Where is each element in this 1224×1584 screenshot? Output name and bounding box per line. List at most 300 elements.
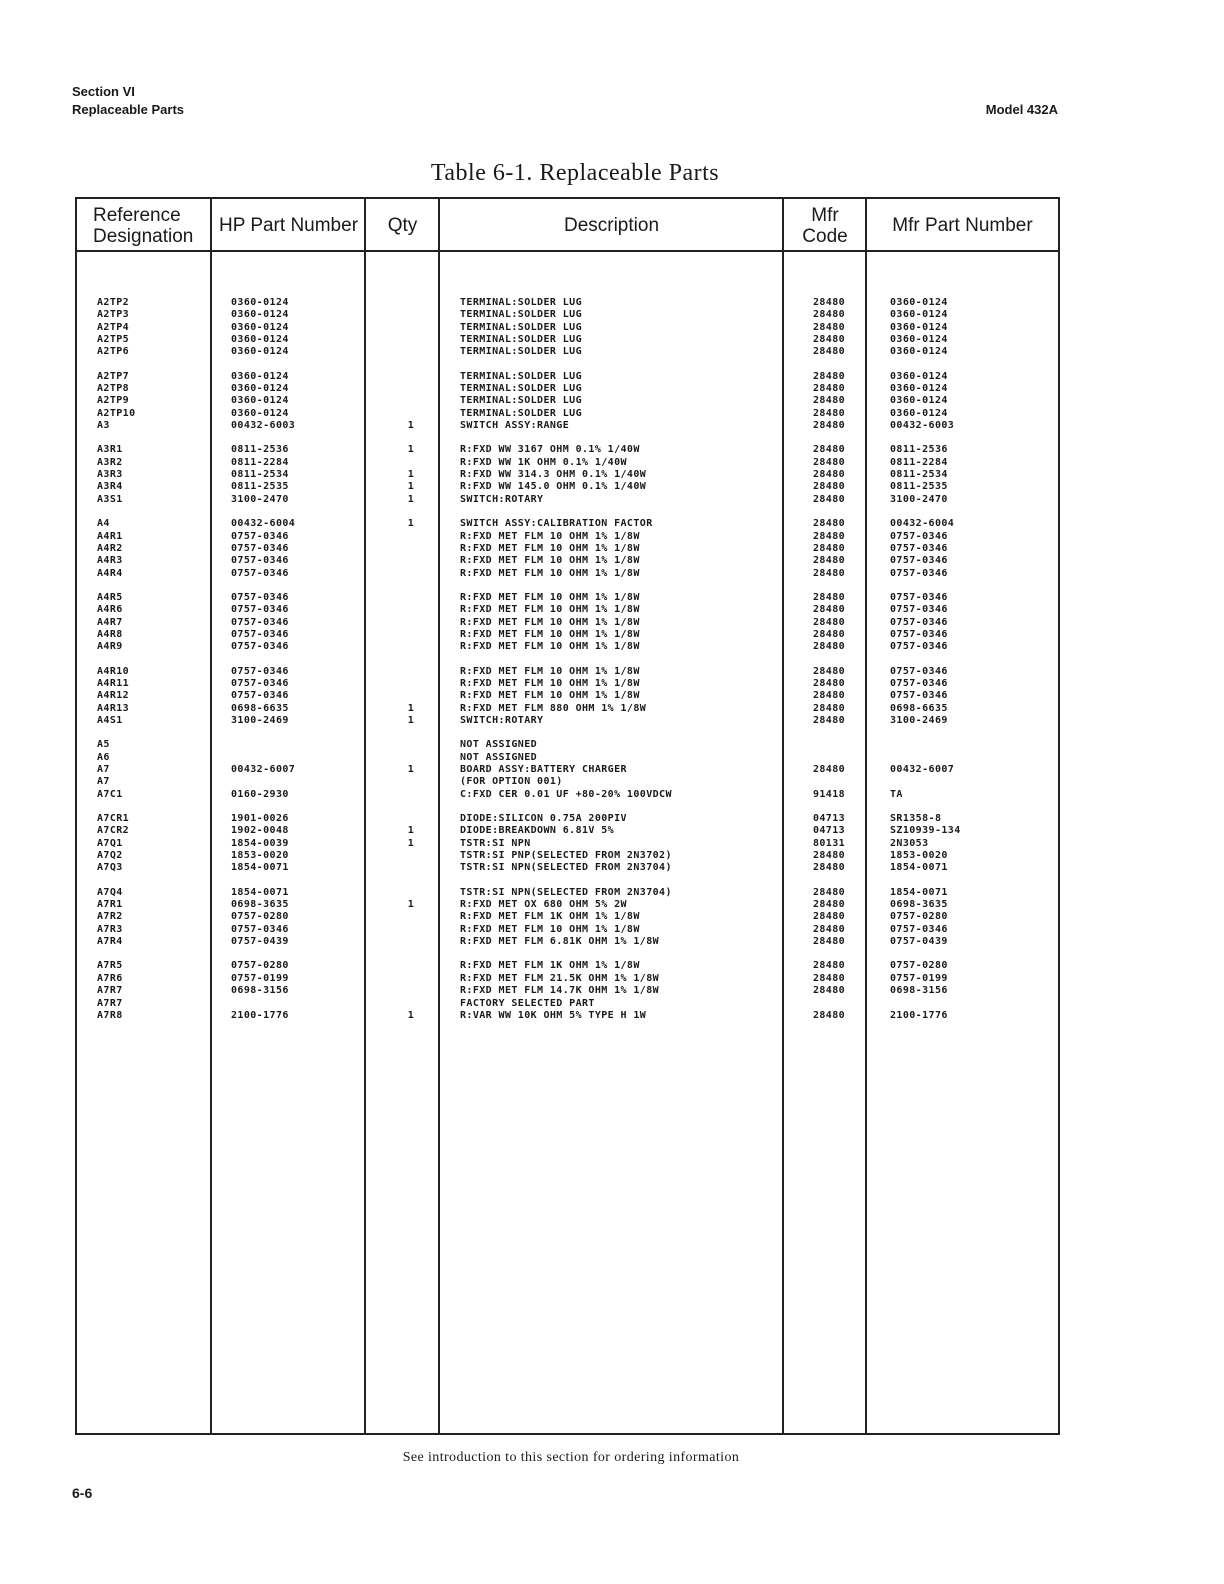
section-header [72, 83, 184, 119]
section-label: Section VI [72, 84, 135, 99]
mfr-part-number: 0757-0346 [890, 616, 948, 628]
col-header-hp-part: HP Part Number [218, 215, 359, 236]
table-row [77, 629, 1058, 641]
mfr-code: 28480 [812, 690, 846, 702]
col-header-description: Description [563, 215, 660, 236]
description: FACTORY SELECTED PART [460, 997, 595, 1009]
col-header-reference [77, 199, 227, 252]
table-row [77, 715, 1058, 727]
parts-table [75, 197, 1060, 1435]
table-row [77, 752, 1058, 764]
ref-designation: A4S1 [97, 714, 123, 726]
hp-part-number: 0811-2536 [231, 444, 289, 456]
mfr-code: 04713 [812, 825, 846, 837]
mfr-part-number: 00432-6003 [890, 420, 955, 432]
ref-designation: A4R2 [97, 542, 123, 554]
quantity: 1 [407, 481, 415, 493]
description: C:FXD CER 0.01 UF +80-20% 100VDCW [460, 788, 672, 800]
mfr-code: 28480 [812, 702, 846, 714]
table-row [77, 543, 1058, 555]
quantity: 1 [407, 825, 415, 837]
table-row [77, 383, 1058, 395]
mfr-part-number: 0757-0346 [890, 677, 948, 689]
hp-part-number: 0757-0346 [231, 665, 289, 677]
quantity: 1 [407, 899, 415, 911]
mfr-part-number: 0360-0124 [890, 395, 948, 407]
table-row [77, 604, 1058, 616]
table-row [77, 776, 1058, 788]
ref-designation: A2TP10 [97, 407, 136, 419]
mfr-part-number: 2N3053 [890, 837, 929, 849]
hp-part-number: 0360-0124 [231, 370, 289, 382]
hp-part-number: 0360-0124 [231, 395, 289, 407]
ref-designation: A3R3 [97, 469, 123, 481]
hp-part-number: 0360-0124 [231, 309, 289, 321]
quantity: 1 [407, 702, 415, 714]
ref-designation: A7R3 [97, 923, 123, 935]
ref-designation: A2TP2 [97, 297, 130, 308]
description: R:FXD MET FLM 10 OHM 1% 1/8W [460, 628, 640, 640]
mfr-part-number: SR1358-8 [890, 813, 942, 825]
description: TERMINAL:SOLDER LUG [460, 370, 582, 382]
ref-designation: A3R4 [97, 481, 123, 493]
mfr-code: 28480 [812, 309, 846, 321]
table-row [77, 408, 1058, 420]
description: TSTR:SI NPN [460, 837, 531, 849]
hp-part-number: 0811-2284 [231, 456, 289, 468]
hp-part-number: 0757-0439 [231, 936, 289, 948]
mfr-code: 28480 [812, 469, 846, 481]
hp-part-number: 0811-2534 [231, 469, 289, 481]
mfr-part-number: 3100-2470 [890, 493, 948, 505]
mfr-part-number: 0757-0346 [890, 530, 948, 542]
mfr-code: 28480 [812, 850, 846, 862]
mfr-part-number: 0757-0346 [890, 641, 948, 653]
mfr-part-number: 1854-0071 [890, 886, 948, 898]
mfr-code: 28480 [812, 383, 846, 395]
table-row [77, 666, 1058, 678]
ref-designation: A4 [97, 518, 110, 530]
description: TERMINAL:SOLDER LUG [460, 346, 582, 358]
mfr-part-number: 0360-0124 [890, 383, 948, 395]
mfr-part-number: 0757-0280 [890, 911, 948, 923]
description: R:FXD MET FLM 10 OHM 1% 1/8W [460, 641, 640, 653]
quantity: 1 [407, 1009, 415, 1021]
description: R:FXD MET FLM 10 OHM 1% 1/8W [460, 530, 640, 542]
quantity: 1 [407, 714, 415, 726]
description: BOARD ASSY:BATTERY CHARGER [460, 764, 627, 775]
description: DIODE:SILICON 0.75A 200PIV [460, 813, 627, 825]
col-header-mfr-code-line2: Code [802, 225, 848, 247]
col-header-reference-line2: Designation [93, 225, 194, 247]
mfr-code: 28480 [812, 862, 846, 874]
table-row [77, 555, 1058, 567]
ref-designation: A3R1 [97, 444, 123, 456]
quantity: 1 [407, 837, 415, 849]
hp-part-number: 0160-2930 [231, 788, 289, 800]
table-row [77, 531, 1058, 543]
ref-designation: A6 [97, 751, 110, 763]
mfr-code: 28480 [812, 985, 846, 997]
table-row [77, 690, 1058, 702]
hp-part-number: 0360-0124 [231, 334, 289, 346]
table-row [77, 703, 1058, 715]
ref-designation: A7Q2 [97, 850, 123, 862]
mfr-part-number: 0811-2284 [890, 456, 948, 468]
table-title: Table 6-1. Replaceable Parts [430, 160, 720, 186]
description: R:FXD MET FLM 10 OHM 1% 1/8W [460, 677, 640, 689]
mfr-code: 28480 [812, 591, 846, 603]
description: R:FXD MET FLM 10 OHM 1% 1/8W [460, 542, 640, 554]
ref-designation: A2TP9 [97, 395, 130, 407]
ref-designation: A2TP6 [97, 346, 130, 358]
mfr-part-number: 1853-0020 [890, 850, 948, 862]
table-row [77, 334, 1058, 346]
ref-designation: A5 [97, 739, 110, 751]
table-row [77, 887, 1058, 899]
description: TSTR:SI NPN(SELECTED FROM 2N3704) [460, 886, 672, 898]
mfr-code: 28480 [812, 616, 846, 628]
ref-designation: A4R11 [97, 677, 130, 689]
mfr-code: 28480 [812, 677, 846, 689]
hp-part-number: 0757-0346 [231, 591, 289, 603]
ref-designation: A4R12 [97, 690, 130, 702]
mfr-part-number: 0757-0346 [890, 665, 948, 677]
mfr-part-number: 2100-1776 [890, 1009, 948, 1021]
ref-designation: A4R10 [97, 665, 130, 677]
mfr-part-number: 0360-0124 [890, 334, 948, 346]
hp-part-number: 0757-0346 [231, 616, 289, 628]
description: R:FXD WW 314.3 OHM 0.1% 1/40W [460, 469, 647, 481]
hp-part-number: 0757-0346 [231, 641, 289, 653]
mfr-code: 28480 [812, 960, 846, 972]
description: R:VAR WW 10K OHM 5% TYPE H 1W [460, 1009, 647, 1021]
mfr-part-number: 0360-0124 [890, 370, 948, 382]
table-row [77, 789, 1058, 801]
description: R:FXD MET FLM 1K OHM 1% 1/8W [460, 960, 640, 972]
description: R:FXD MET FLM 1K OHM 1% 1/8W [460, 911, 640, 923]
mfr-part-number: SZ10939-134 [890, 825, 961, 837]
mfr-code: 28480 [812, 641, 846, 653]
mfr-code: 28480 [812, 444, 846, 456]
description: TSTR:SI PNP(SELECTED FROM 2N3702) [460, 850, 672, 862]
ref-designation: A4R13 [97, 702, 130, 714]
col-header-reference-line1: Reference [93, 204, 181, 226]
table-row [77, 899, 1058, 911]
hp-part-number: 0757-0346 [231, 555, 289, 567]
table-row [77, 998, 1058, 1010]
hp-part-number: 0698-3156 [231, 985, 289, 997]
hp-part-number: 2100-1776 [231, 1009, 289, 1021]
mfr-code: 28480 [812, 334, 846, 346]
hp-part-number: 0698-3635 [231, 899, 289, 911]
table-row [77, 592, 1058, 604]
description: NOT ASSIGNED [460, 751, 538, 763]
table-row [77, 494, 1058, 506]
description: R:FXD MET FLM 10 OHM 1% 1/8W [460, 616, 640, 628]
hp-part-number: 0360-0124 [231, 297, 289, 308]
hp-part-number: 0757-0280 [231, 911, 289, 923]
ref-designation: A7R7 [97, 997, 123, 1009]
table-row [77, 444, 1058, 456]
mfr-code: 28480 [812, 493, 846, 505]
table-row [77, 641, 1058, 653]
description: R:FXD WW 3167 OHM 0.1% 1/40W [460, 444, 640, 456]
table-row [77, 481, 1058, 493]
mfr-part-number: 0757-0199 [890, 972, 948, 984]
mfr-code: 28480 [812, 665, 846, 677]
mfr-code: 28480 [812, 886, 846, 898]
mfr-part-number: TA [890, 788, 903, 800]
table-row [77, 960, 1058, 972]
ref-designation: A7Q1 [97, 837, 123, 849]
mfr-code: 28480 [812, 567, 846, 579]
mfr-part-number: 3100-2469 [890, 714, 948, 726]
table-row [77, 420, 1058, 432]
mfr-code: 28480 [812, 518, 846, 530]
footer-note: See introduction to this section for ordering information [402, 1450, 740, 1465]
table-row [77, 825, 1058, 837]
ref-designation: A4R4 [97, 567, 123, 579]
table-row [77, 911, 1058, 923]
mfr-part-number: 0757-0280 [890, 960, 948, 972]
mfr-part-number: 1854-0071 [890, 862, 948, 874]
mfr-code: 28480 [812, 420, 846, 432]
description: TERMINAL:SOLDER LUG [460, 383, 582, 395]
hp-part-number: 0757-0346 [231, 530, 289, 542]
quantity: 1 [407, 764, 415, 775]
description: R:FXD WW 145.0 OHM 0.1% 1/40W [460, 481, 647, 493]
ref-designation: A4R3 [97, 555, 123, 567]
ref-designation: A4R7 [97, 616, 123, 628]
ref-designation: A7R2 [97, 911, 123, 923]
ref-designation: A7R4 [97, 936, 123, 948]
ref-designation: A7 [97, 764, 110, 775]
mfr-code: 28480 [812, 899, 846, 911]
description: TERMINAL:SOLDER LUG [460, 297, 582, 308]
table-row [77, 862, 1058, 874]
table-row [77, 850, 1058, 862]
ref-designation: A7R6 [97, 972, 123, 984]
ref-designation: A7C1 [97, 788, 123, 800]
table-row [77, 985, 1058, 997]
col-header-qty: Qty [387, 215, 418, 236]
ref-designation: A7R1 [97, 899, 123, 911]
hp-part-number: 3100-2469 [231, 714, 289, 726]
mfr-code: 28480 [812, 764, 846, 775]
mfr-code: 80131 [812, 837, 846, 849]
hp-part-number: 0757-0346 [231, 542, 289, 554]
table-row [77, 322, 1058, 334]
table-row [77, 838, 1058, 850]
mfr-part-number: 0757-0346 [890, 542, 948, 554]
ref-designation: A7R7 [97, 985, 123, 997]
description: (FOR OPTION 001) [460, 776, 563, 788]
ref-designation: A3 [97, 420, 110, 432]
description: R:FXD MET FLM 10 OHM 1% 1/8W [460, 591, 640, 603]
description: R:FXD MET FLM 880 OHM 1% 1/8W [460, 702, 647, 714]
quantity: 1 [407, 444, 415, 456]
hp-part-number: 0757-0346 [231, 923, 289, 935]
hp-part-number: 0360-0124 [231, 407, 289, 419]
mfr-part-number: 0360-0124 [890, 346, 948, 358]
mfr-code: 28480 [812, 370, 846, 382]
mfr-code: 28480 [812, 407, 846, 419]
hp-part-number: 0360-0124 [231, 383, 289, 395]
hp-part-number: 00432-6004 [231, 518, 296, 530]
hp-part-number: 1901-0026 [231, 813, 289, 825]
mfr-part-number: 0811-2536 [890, 444, 948, 456]
hp-part-number: 1854-0071 [231, 886, 289, 898]
page-number: 6-6 [72, 1485, 93, 1501]
mfr-code: 28480 [812, 923, 846, 935]
mfr-code: 28480 [812, 628, 846, 640]
ref-designation: A4R1 [97, 530, 123, 542]
description: SWITCH:ROTARY [460, 714, 544, 726]
mfr-part-number: 00432-6007 [890, 764, 955, 775]
mfr-part-number: 0757-0346 [890, 604, 948, 616]
mfr-code: 28480 [812, 1009, 846, 1021]
table-row [77, 518, 1058, 530]
table-row [77, 739, 1058, 751]
table-row [77, 395, 1058, 407]
hp-part-number: 0811-2535 [231, 481, 289, 493]
hp-part-number: 1854-0039 [231, 837, 289, 849]
hp-part-number: 0698-6635 [231, 702, 289, 714]
description: TERMINAL:SOLDER LUG [460, 334, 582, 346]
mfr-part-number: 0757-0346 [890, 567, 948, 579]
quantity: 1 [407, 518, 415, 530]
mfr-part-number: 0811-2535 [890, 481, 948, 493]
description: R:FXD MET FLM 10 OHM 1% 1/8W [460, 690, 640, 702]
mfr-code: 28480 [812, 714, 846, 726]
mfr-code: 28480 [812, 530, 846, 542]
mfr-part-number: 0757-0346 [890, 690, 948, 702]
description: TERMINAL:SOLDER LUG [460, 395, 582, 407]
ref-designation: A2TP5 [97, 334, 130, 346]
hp-part-number: 0360-0124 [231, 346, 289, 358]
hp-part-number: 0757-0346 [231, 690, 289, 702]
table-row [77, 973, 1058, 985]
parts-rows [77, 297, 1058, 1022]
hp-part-number: 0757-0346 [231, 604, 289, 616]
mfr-part-number: 0360-0124 [890, 407, 948, 419]
table-row [77, 568, 1058, 580]
hp-part-number: 1854-0071 [231, 862, 289, 874]
ref-designation: A7Q3 [97, 862, 123, 874]
hp-part-number: 0757-0199 [231, 972, 289, 984]
description: DIODE:BREAKDOWN 6.81V 5% [460, 825, 615, 837]
description: R:FXD MET FLM 10 OHM 1% 1/8W [460, 923, 640, 935]
description: TERMINAL:SOLDER LUG [460, 321, 582, 333]
hp-part-number: 0360-0124 [231, 321, 289, 333]
table-row [77, 924, 1058, 936]
description: R:FXD MET OX 680 OHM 5% 2W [460, 899, 627, 911]
mfr-part-number: 0757-0346 [890, 923, 948, 935]
table-row [77, 678, 1058, 690]
hp-part-number: 0757-0346 [231, 567, 289, 579]
ref-designation: A4R5 [97, 591, 123, 603]
ref-designation: A2TP8 [97, 383, 130, 395]
description: TERMINAL:SOLDER LUG [460, 309, 582, 321]
ref-designation: A4R9 [97, 641, 123, 653]
hp-part-number: 00432-6007 [231, 764, 296, 775]
mfr-code: 28480 [812, 972, 846, 984]
description: R:FXD MET FLM 10 OHM 1% 1/8W [460, 555, 640, 567]
hp-part-number: 3100-2470 [231, 493, 289, 505]
description: R:FXD MET FLM 10 OHM 1% 1/8W [460, 604, 640, 616]
subsection-label: Replaceable Parts [72, 102, 185, 117]
mfr-part-number: 0360-0124 [890, 297, 948, 308]
mfr-code: 28480 [812, 555, 846, 567]
hp-part-number: 0757-0346 [231, 677, 289, 689]
ref-designation: A4R6 [97, 604, 123, 616]
quantity: 1 [407, 420, 415, 432]
description: R:FXD WW 1K OHM 0.1% 1/40W [460, 456, 627, 468]
mfr-code: 28480 [812, 542, 846, 554]
mfr-part-number: 0757-0439 [890, 936, 948, 948]
mfr-part-number: 0360-0124 [890, 321, 948, 333]
mfr-part-number: 0698-6635 [890, 702, 948, 714]
ref-designation: A7R8 [97, 1009, 123, 1021]
description: SWITCH:ROTARY [460, 493, 544, 505]
mfr-code: 28480 [812, 395, 846, 407]
mfr-part-number: 0757-0346 [890, 591, 948, 603]
description: R:FXD MET FLM 21.5K OHM 1% 1/8W [460, 972, 660, 984]
mfr-code: 91418 [812, 788, 846, 800]
ref-designation: A4R8 [97, 628, 123, 640]
mfr-part-number: 0698-3156 [890, 985, 948, 997]
mfr-code: 28480 [812, 456, 846, 468]
table-row [77, 617, 1058, 629]
ref-designation: A3S1 [97, 493, 123, 505]
quantity: 1 [407, 493, 415, 505]
col-header-mfr-code-line1: Mfr [811, 204, 839, 226]
mfr-part-number: 0811-2534 [890, 469, 948, 481]
table-row [77, 457, 1058, 469]
ref-designation: A7 [97, 776, 110, 788]
description: R:FXD MET FLM 6.81K OHM 1% 1/8W [460, 936, 660, 948]
mfr-code: 28480 [812, 346, 846, 358]
ref-designation: A7R5 [97, 960, 123, 972]
table-row [77, 371, 1058, 383]
table-row [77, 936, 1058, 948]
table-row [77, 469, 1058, 481]
mfr-part-number: 00432-6004 [890, 518, 955, 530]
hp-part-number: 1853-0020 [231, 850, 289, 862]
hp-part-number: 1902-0048 [231, 825, 289, 837]
table-row [77, 346, 1058, 358]
ref-designation: A2TP3 [97, 309, 130, 321]
mfr-code: 28480 [812, 604, 846, 616]
ref-designation: A2TP7 [97, 370, 130, 382]
quantity: 1 [407, 469, 415, 481]
hp-part-number: 0757-0280 [231, 960, 289, 972]
description: R:FXD MET FLM 10 OHM 1% 1/8W [460, 665, 640, 677]
ref-designation: A3R2 [97, 456, 123, 468]
header-divider [77, 250, 1058, 252]
ref-designation: A2TP4 [97, 321, 130, 333]
mfr-part-number: 0698-3635 [890, 899, 948, 911]
hp-part-number: 00432-6003 [231, 420, 296, 432]
ref-designation: A7Q4 [97, 886, 123, 898]
mfr-part-number: 0360-0124 [890, 309, 948, 321]
col-header-mfr-code [784, 199, 866, 252]
description: SWITCH ASSY:RANGE [460, 420, 570, 432]
table-row [77, 764, 1058, 776]
mfr-part-number: 0757-0346 [890, 628, 948, 640]
table-row [77, 309, 1058, 321]
